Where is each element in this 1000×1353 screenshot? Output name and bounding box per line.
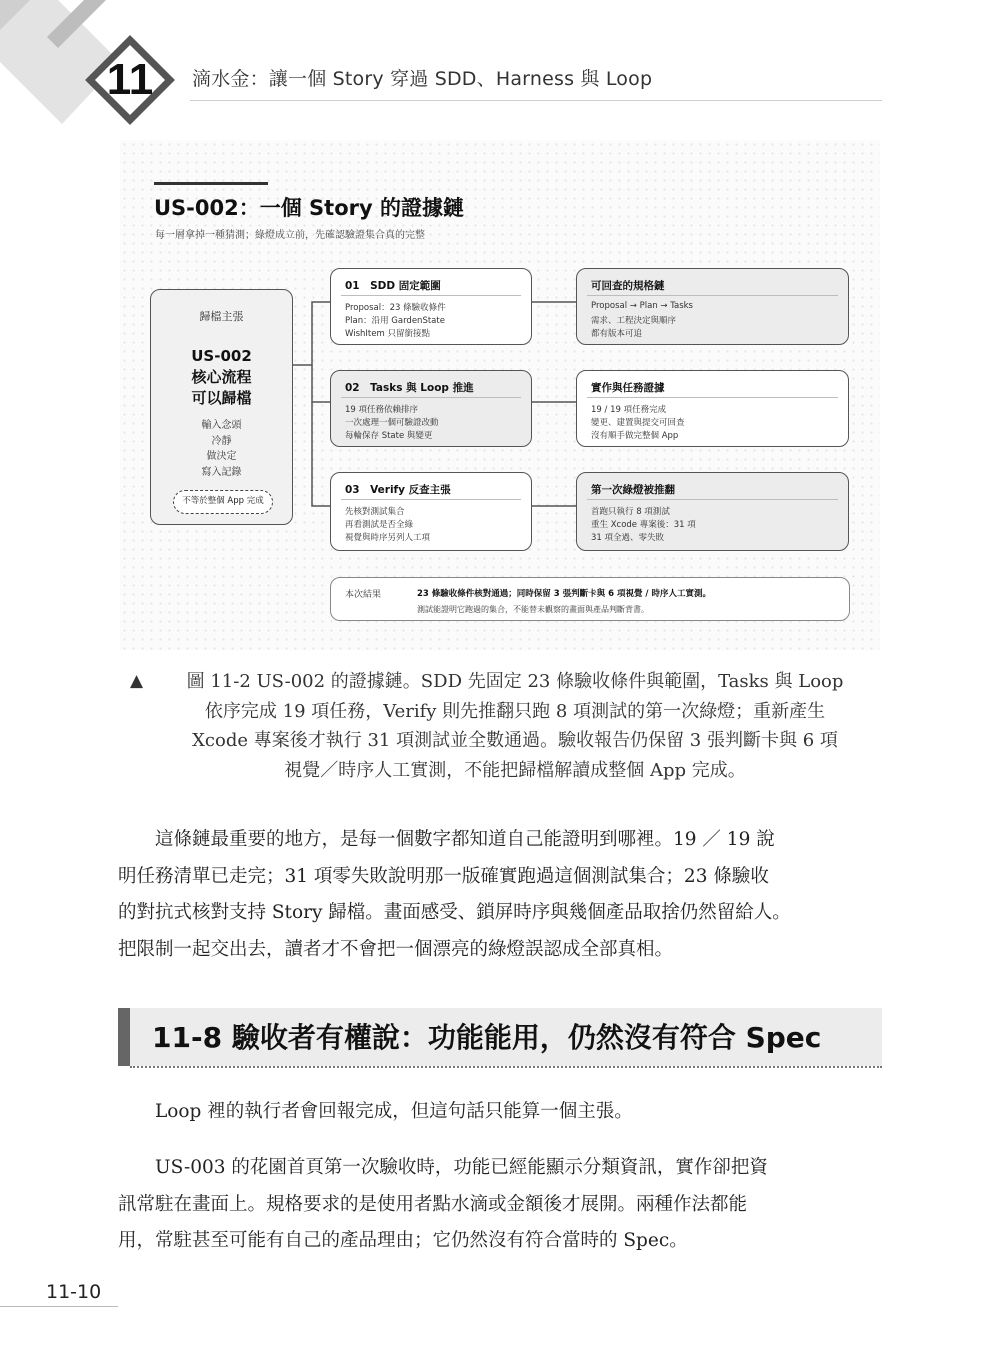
body-paragraph [118,822,884,968]
figure-subtitle: 每一層拿掉一種猜測；綠燈成立前，先確認驗證集合真的完整 [155,230,425,241]
paragraph-line: 訊常駐在畫面上。規格要求的是使用者點水滴或金額後才展開。兩種作法都能 [118,1193,748,1215]
card-title: 實作與任務證據 [591,382,665,394]
card-title: 可回查的規格鏈 [591,280,665,292]
card-divider [587,499,838,500]
paragraph-line: 的對抗式核對支持 Story 歸檔。畫面感受、鎖屏時序與幾個產品取捨仍然留給人。 [118,902,791,923]
card-title: 01 SDD 固定範圍 [345,280,441,292]
caption-line: 視覺／時序人工實測，不能把歸檔解讀成整個 App 完成。 [284,759,746,781]
card-divider [341,295,521,296]
card-title: 02 Tasks 與 Loop 推進 [345,382,474,394]
header-rule [190,100,882,101]
caption-line: Xcode 專案後才執行 31 項測試並全數通過。驗收報告仍保留 3 張判斷卡與 6 項 [192,730,838,751]
claim-box [150,289,293,525]
card-title: 03 Verify 反查主張 [345,484,451,496]
figure-caption [140,667,890,785]
caption-triangle-icon: ▲ [130,671,144,691]
page-number: 11-10 [46,1281,102,1303]
card-line: 沒有順手做完整個 App [591,431,679,441]
card-line: 需求、工程決定與順序 [591,316,677,326]
card-line: 都有版本可追 [591,329,643,339]
paragraph-line: 明任務清單已走完；31 項零失敗說明那一版確實跑過這個測試集合；23 條驗收 [118,865,769,887]
section-heading-dotted-rule [130,1066,882,1068]
card-divider [341,499,521,500]
caption-line: 圖 11-2 US-002 的證據鏈。SDD 先固定 23 條驗收條件與範圍，Tasks 與 Loop [186,671,844,692]
card-line: 31 項全過、零失敗 [591,533,665,543]
evidence-card-implementation [576,370,849,447]
claim-item: 冷靜 [211,435,232,447]
card-line: 重生 Xcode 專案後：31 項 [591,520,696,530]
figure-title: US-002：一個 Story 的證據鏈 [154,196,464,220]
claim-items [151,418,292,480]
claim-item: 做決定 [206,451,237,462]
claim-main-line: 核心流程 [191,368,252,386]
evidence-card-spec-chain [576,268,849,345]
evidence-card-first-green-overturned [576,472,849,551]
result-label: 本次結果 [345,590,382,600]
paragraph-line: 這條鏈最重要的地方，是每一個數字都知道自己能證明到哪裡。19 ／ 19 說 [118,829,775,850]
paragraph-line: Loop 裡的執行者會回報完成，但這句話只能算一個主張。 [118,1101,633,1122]
step-card-verify [330,472,532,551]
card-divider [341,397,521,398]
claim-item: 輸入念頭 [201,420,242,431]
card-divider [587,295,838,296]
claim-heading: 歸檔主張 [199,310,244,323]
result-text: 23 條驗收條件核對通過；同時保留 3 張判斷卡與 6 項視覺 / 時序人工實測。 [417,589,711,599]
card-line: 再看測試是否全綠 [345,520,414,530]
claim-note: 不等於整個 App 完成 [173,490,273,514]
result-note: 測試能證明它跑過的集合，不能替未觀察的畫面與產品判斷背書。 [417,605,649,614]
chapter-number: 11 [106,55,154,104]
card-line: WishItem 只留銜接點 [345,329,430,339]
card-line: 先核對測試集合 [345,507,405,517]
claim-main-line: 可以歸檔 [191,389,252,407]
section-heading: 11-8 驗收者有權說：功能能用，仍然沒有符合 Spec [152,1021,822,1054]
card-line: Plan：沿用 GardenState [345,316,445,326]
result-box [330,577,850,621]
card-line: 每輪保存 State 與變更 [345,431,433,441]
claim-item: 寫入記錄 [201,466,242,478]
step-card-tasks-loop [330,370,532,447]
body-paragraph [118,1150,884,1260]
section-heading-bar [118,1008,130,1066]
card-line: Proposal：23 條驗收條件 [345,303,446,313]
card-line: 視覺與時序另列人工項 [345,533,431,543]
chapter-title: 滴水金：讓一個 Story 穿過 SDD、Harness 與 Loop [192,68,653,90]
card-line: 19 / 19 項任務完成 [591,405,667,415]
paragraph-line: US-003 的花園首頁第一次驗收時，功能已經能顯示分類資訊，實作卻把資 [118,1157,768,1178]
card-line: 一次處理一個可驗證改動 [345,418,439,428]
paragraph-line: 用，常駐甚至可能有自己的產品理由；它仍然沒有符合當時的 Spec。 [118,1230,688,1251]
card-title: 第一次綠燈被推翻 [591,484,675,496]
card-line: 首跑只執行 8 項測試 [591,507,670,517]
paragraph-line: 把限制一起交出去，讀者才不會把一個漂亮的綠燈誤認成全部真相。 [118,938,674,960]
claim-main [151,346,292,409]
step-card-sdd [330,268,532,345]
figure-title-accent [154,182,268,185]
footer-rule [0,1306,118,1307]
card-line: 變更、建置與提交可回查 [591,418,685,428]
card-divider [587,397,838,398]
caption-line: 依序完成 19 項任務，Verify 則先推翻只跑 8 項測試的第一次綠燈；重新產生 [204,700,826,722]
claim-main-line: US-002 [191,347,252,365]
card-line: 19 項任務依賴排序 [345,405,419,415]
card-line: Proposal → Plan → Tasks [591,301,693,311]
body-paragraph [118,1094,884,1131]
